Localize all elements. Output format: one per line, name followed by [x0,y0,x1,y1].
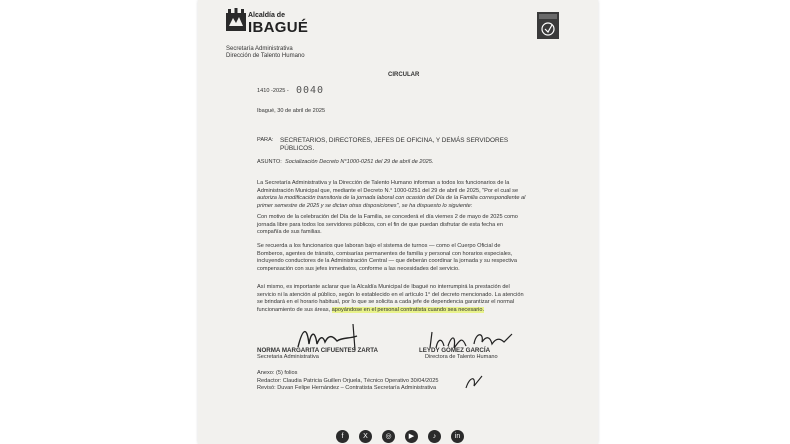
paragraph-line: Así mismo, es importante aclarar que la Alcaldía Municipal de Ibagué no interrumpirá la prestación del [257,284,510,290]
paragraph-line [257,307,484,315]
paragraph-text: funcionamiento de sus áreas, [257,306,331,313]
signatory-left-role: Secretaria Administrativa [257,354,319,360]
paragraph-line: Bomberos, agentes de tránsito, comisarías permanentes de familia y personal con horarios especiales, [257,250,513,257]
linkedin-icon[interactable]: in [451,430,464,443]
reviewer-line: Revisó: Duvan Felipe Hernández – Contratista Secretaría Administrativa [257,385,437,391]
signatory-right-role: Directora de Talento Humano [425,354,498,360]
paragraph-line: servicio ni la atención al público, según lo establecido en el artículo 1° del decreto mencionado. La atención [257,291,524,298]
para-label: PARA: [257,137,274,143]
x-icon[interactable]: X [359,430,372,443]
highlighted-text: apoyándose en el personal contratista cuando sea necesario. [331,306,485,313]
signatory-left-name: NORMA MARGARITA CIFUENTES ZARTA [257,347,378,354]
facebook-icon[interactable]: f [336,430,349,443]
circular-handwritten-number: 0040 [296,85,325,96]
asunto-label: ASUNTO: [257,159,282,165]
document-type: CIRCULAR [388,72,420,78]
circular-date: Ibagué, 30 de abril de 2025 [257,108,326,114]
youtube-icon[interactable]: ▶ [405,430,418,443]
initials-icon [464,372,484,392]
signatory-right-name: LEYDY GÓMEZ GARCÍA [419,347,491,354]
redactor-line: Redactor: Claudia Patricia Guillen Orjuela, Técnico Operativo 30/04/2025 [257,378,439,384]
tiktok-icon[interactable]: ♪ [428,430,441,443]
paragraph-line: La Secretaría Administrativa y la Dirección de Talento Humano informan a todos los funcionarios de la [257,180,510,186]
department-block [226,46,305,60]
paragraph-line: primer semestre de 2025 y se dictan otras disposiciones", se ha dispuesto lo siguiente: [257,202,473,209]
para-recipients-cont: PÚBLICOS. [280,145,315,152]
paragraph-line: autoriza la modificación transitoria de la jornada laboral con ocasión del Día de la Familia correspondiente al [257,195,526,202]
paragraph-line: se brindará en el horario habitual, por lo que se solicita a cada jefe de dependencia garantizar el normal [257,299,515,306]
brand-prefix: Alcaldía de [248,12,285,19]
quality-seal-icon [537,12,559,39]
document-page [198,0,598,444]
asunto-text: Socialización Decreto N°1000-0251 del 29 de abril de 2025. [285,159,434,165]
paragraph-line: compensación con sus jefes inmediatos, conforme a las necesidades del servicio. [257,265,460,272]
paragraph-line: jornada libre para todos los servidores públicos, con el fin de que puedan disfrutar de esta fecha en [257,221,503,228]
paragraph-line: compañía de sus familias. [257,229,322,236]
department-line-2: Dirección de Talento Humano [226,53,305,59]
department-line-1: Secretaría Administrativa [226,46,293,52]
instagram-icon[interactable]: ◎ [382,430,395,443]
brand-name: IBAGUÉ [248,19,309,36]
para-recipients: SECRETARIOS, DIRECTORES, JEFES DE OFICINA, Y DEMÁS SERVIDORES [280,137,509,144]
paragraph-line: Con motivo de la celebración del Día de la Familia, se concederá el día viernes 2 de mayo de 2025 como [257,214,518,220]
circular-code: 1410 -2025 - [257,88,289,94]
paragraph-line: incluyendo conductores de la Administración Central — que deberán coordinar la jornada y su respectiva [257,258,517,265]
paragraph-line: Administración Municipal que, mediante el Decreto N.° 1000-0251 del 29 de abril de 2025, "Por el cual se [257,187,519,194]
ibague-logo-icon [225,8,247,32]
paragraph-line: Se recuerda a los funcionarios que laboran bajo el sistema de turnos — como el Cuerpo Oficial de [257,243,501,249]
annex-line: Anexo: (5) folios [257,370,298,376]
